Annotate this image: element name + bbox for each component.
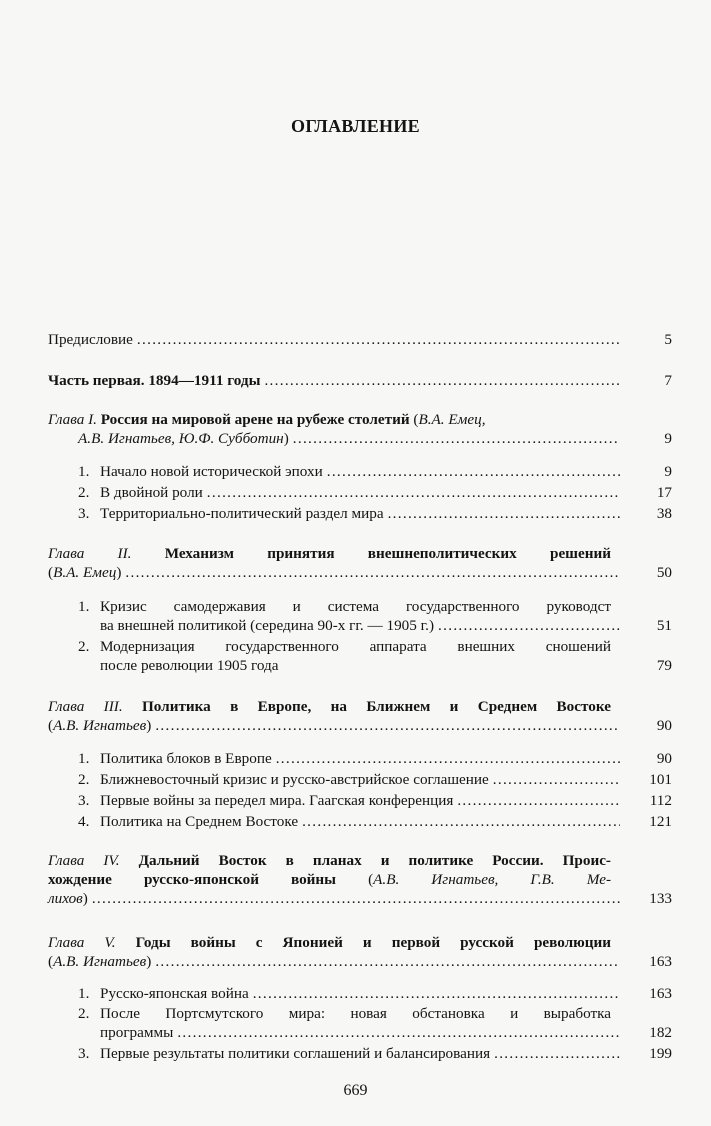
dot-leader: [137, 330, 620, 349]
toc-chapter-3: [48, 697, 672, 735]
chapter-title: Россия на мировой арене на рубеже столетий: [100, 411, 410, 428]
toc-section: [48, 504, 672, 523]
section-number: 1.: [78, 463, 90, 480]
section-title: Политика блоков в Европе: [100, 750, 272, 767]
paren-open: (: [48, 564, 54, 581]
page-ref: 51: [656, 617, 672, 634]
section-title-cont: программы: [100, 1024, 174, 1041]
toc-entry-preface: [48, 330, 672, 349]
page-ref: 112: [649, 792, 672, 809]
section-number: 3.: [78, 505, 90, 522]
paren-open: (: [413, 411, 419, 428]
chapter-authors: А.В. Игнатьев, Г.В. Ме-: [373, 871, 611, 888]
dot-leader: [207, 483, 620, 502]
chapter-label: Глава IV.: [48, 852, 120, 869]
paren-open: (: [368, 871, 374, 888]
toc-section: [48, 597, 672, 635]
chapter-authors: А.В. Игнатьев, Ю.Ф. Субботин: [78, 430, 284, 447]
dot-leader: [155, 716, 620, 735]
dot-leader: [327, 462, 620, 481]
toc-section: [48, 791, 672, 810]
dot-leader: [92, 889, 620, 908]
page-ref: 133: [649, 890, 672, 907]
toc-chapter-1: [48, 410, 672, 448]
toc-section: [48, 462, 672, 481]
toc-section: [48, 1004, 672, 1042]
paren-open: (: [48, 717, 54, 734]
page-ref: 163: [649, 953, 672, 970]
page-ref: 17: [656, 484, 672, 501]
dot-leader: [155, 952, 620, 971]
toc-section: [48, 749, 672, 768]
section-number: 4.: [78, 813, 90, 830]
section-number: 3.: [78, 1045, 90, 1062]
toc-chapter-5: [48, 933, 672, 971]
section-title: Территориально-политический раздел мира: [100, 505, 384, 522]
chapter-title: Годы войны с Японией и первой русской революции: [135, 934, 612, 951]
page-ref: 50: [656, 564, 672, 581]
toc-entry-part1: [48, 371, 672, 390]
section-number: 2.: [78, 1005, 90, 1022]
section-title: Начало новой исторической эпохи: [100, 463, 323, 480]
toc-section: [48, 770, 672, 789]
paren-open: (: [48, 953, 54, 970]
chapter-label: Глава V.: [48, 934, 116, 951]
chapter-authors-cont: лихов: [48, 890, 83, 907]
section-title: Первые результаты политики соглашений и балансирования: [100, 1045, 491, 1062]
chapter-label: Глава II.: [48, 545, 132, 562]
page-number: 669: [343, 1082, 368, 1099]
chapter-label: Глава I.: [48, 411, 97, 428]
section-title-cont: после революции 1905 года: [100, 657, 279, 674]
dot-leader: [293, 429, 620, 448]
page-ref: 90: [656, 717, 672, 734]
toc-section: [48, 483, 672, 502]
chapter-title: Механизм принятия внешнеполитических решений: [164, 545, 611, 562]
toc-chapter-4: [48, 851, 672, 908]
dot-leader: [302, 812, 620, 831]
entry-label: Предисловие: [48, 331, 133, 348]
page-ref: 199: [649, 1045, 672, 1062]
dot-leader: [253, 984, 620, 1003]
section-title: Кризис самодержавия и система государственного руководст: [100, 598, 611, 615]
paren-close: ): [116, 564, 122, 581]
dot-leader: [493, 770, 620, 789]
page-ref: 38: [656, 505, 672, 522]
page-title: ОГЛАВЛЕНИЕ: [291, 116, 420, 136]
dot-leader: [125, 563, 620, 582]
paren-close: ): [146, 717, 152, 734]
section-title: Первые войны за передел мира. Гаагская конференция: [100, 792, 454, 809]
section-number: 1.: [78, 985, 90, 1002]
page-ref: 101: [649, 771, 672, 788]
section-number: 3.: [78, 792, 90, 809]
section-title: Политика на Среднем Востоке: [100, 813, 299, 830]
page-ref: 90: [656, 750, 672, 767]
section-title: Русско-японская война: [100, 985, 249, 1002]
chapter-title: Дальний Восток в планах и политике России. Проис-: [138, 852, 611, 869]
section-number: 2.: [78, 638, 90, 655]
toc-section: [48, 1044, 672, 1063]
page-ref: 9: [664, 430, 672, 447]
page-ref: 182: [649, 1024, 672, 1041]
toc-section: [48, 812, 672, 831]
dot-leader: [494, 1044, 620, 1063]
section-number: 1.: [78, 598, 90, 615]
paren-close: ): [82, 890, 88, 907]
chapter-authors: А.В. Игнатьев: [53, 953, 147, 970]
toc-section: [48, 984, 672, 1003]
dot-leader: [177, 1023, 620, 1042]
chapter-title-cont: хождение русско-японской войны: [48, 871, 337, 888]
paren-close: ): [283, 430, 289, 447]
section-number: 2.: [78, 771, 90, 788]
page-ref: 121: [649, 813, 672, 830]
page-ref: 163: [649, 985, 672, 1002]
dot-leader: [457, 791, 620, 810]
section-title: Модернизация государственного аппарата внешних сношений: [100, 638, 611, 655]
chapter-authors: А.В. Игнатьев: [53, 717, 147, 734]
chapter-label: Глава III.: [48, 698, 123, 715]
toc-section: [48, 637, 672, 675]
section-number: 2.: [78, 484, 90, 501]
section-title: В двойной роли: [100, 484, 203, 501]
entry-label: Часть первая. 1894—1911 годы: [48, 372, 261, 389]
paren-close: ): [146, 953, 152, 970]
section-number: 1.: [78, 750, 90, 767]
chapter-authors: В.А. Емец,: [418, 411, 486, 428]
page-ref: 5: [664, 331, 672, 348]
page-ref: 79: [656, 657, 672, 674]
toc-chapter-2: [48, 544, 672, 582]
dot-leader: [264, 371, 620, 390]
section-title: Ближневосточный кризис и русско-австрийское соглашение: [100, 771, 489, 788]
chapter-authors: В.А. Емец: [53, 564, 117, 581]
dot-leader: [388, 504, 620, 523]
section-title: После Портсмутского мира: новая обстановка и выработка: [100, 1005, 611, 1022]
dot-leader: [276, 749, 620, 768]
dot-leader: [438, 616, 620, 635]
page-ref: 9: [664, 463, 672, 480]
section-title-cont: ва внешней политикой (середина 90-х гг. — 1905 г.): [100, 617, 435, 634]
chapter-title: Политика в Европе, на Ближнем и Среднем Востоке: [141, 698, 611, 715]
page-ref: 7: [664, 372, 672, 389]
